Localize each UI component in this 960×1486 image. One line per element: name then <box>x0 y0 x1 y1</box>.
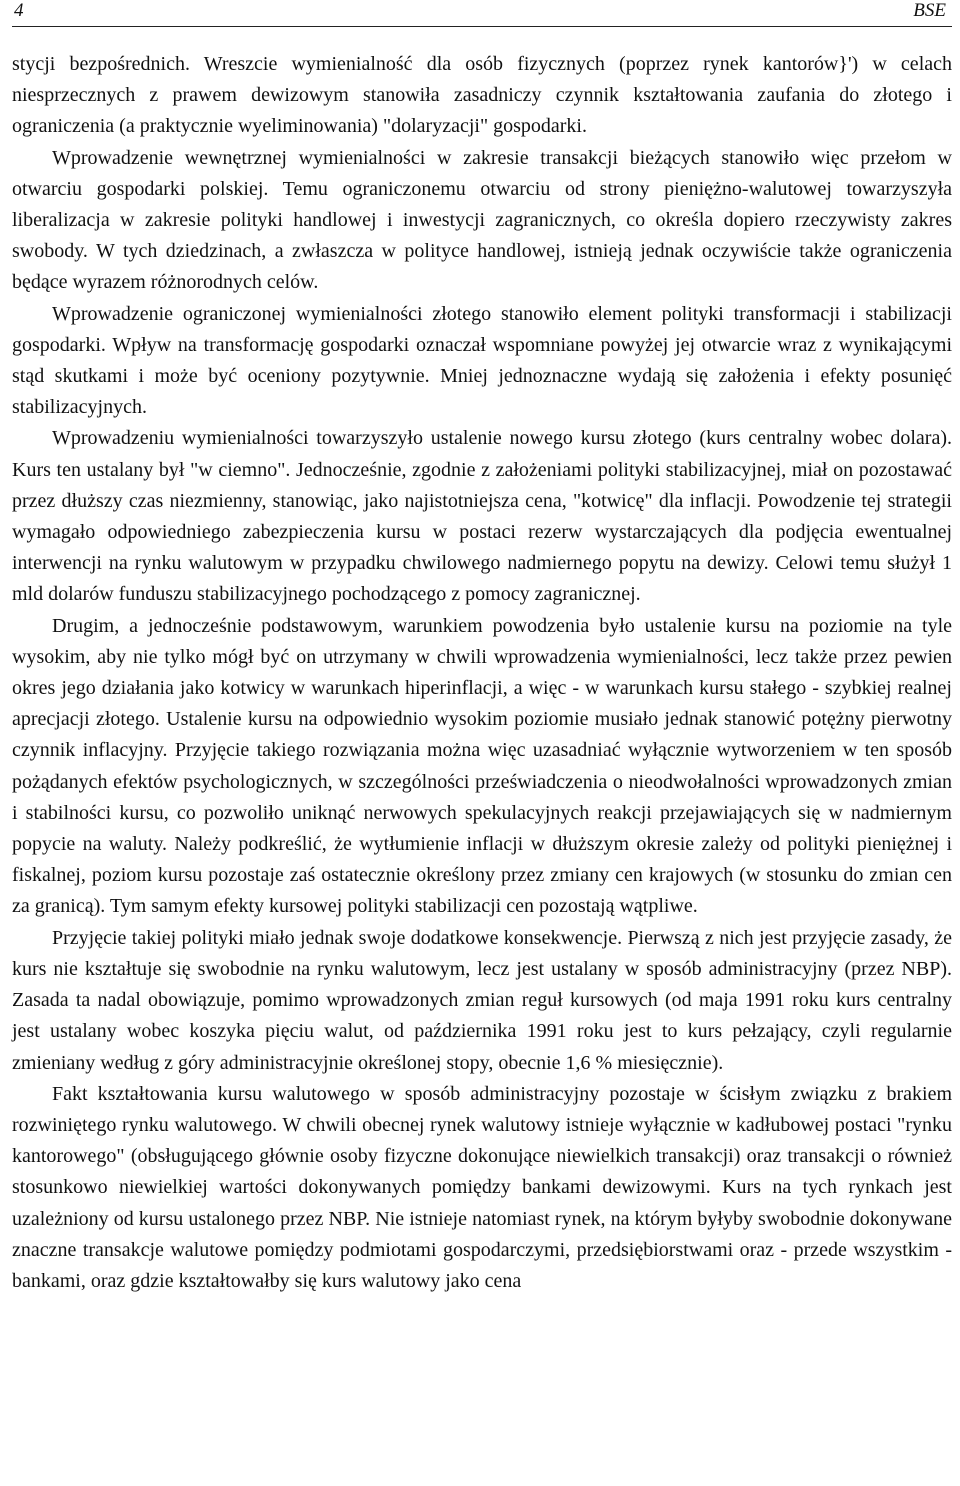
paragraph: Fakt kształtowania kursu walutowego w sposób administracyjny pozostaje w ścisłym związku z brakiem rozwiniętego rynku walutowego. W chwili obecnej rynek walutowy istnieje wyłącznie w kadłubowej postaci "rynku kantorowego" (obsługującego głównie osoby fizyczne dokonujące niewielkich transakcji) oraz transakcji o również stosunkowo niewielkiej wartości dokonywanych pomiędzy bankami dewizowymi. Kurs na tych rynkach jest uzależniony od kursu ustalonego przez NBP. Nie istnieje natomiast rynek, na którym byłyby swobodnie dokonywane znaczne transakcje walutowe pomiędzy podmiotami gospodarczymi, przedsiębiorstwami oraz - przede wszystkim - bankami, oraz gdzie kształtowałby się kurs walutowy jako cena <box>12 1082 952 1292</box>
journal-abbreviation: BSE <box>913 0 946 21</box>
paragraph: Przyjęcie takiej polityki miało jednak swoje dodatkowe konsekwencje. Pierwszą z nich jest przyjęcie zasady, że kurs nie kształtuje się swobodnie na rynku walutowym, lecz jest ustalany w sposób administracyjny (przez NBP). Zasada ta nadal obowiązuje, pomimo wprowadzonych zmian reguł kursowych (od maja 1991 roku kurs centralny jest ustalany wobec koszyka pięciu walut, od października 1991 roku jest to kurs pełzający, czyli regularnie zmieniany według z góry administracyjnie określonej stopy, obecnie 1,6 % miesięcznie). <box>12 926 952 1074</box>
paragraph-continuation: stycji bezpośrednich. Wreszcie wymienialność dla osób fizycznych (poprzez rynek kantorów}') w celach niesprzecznych z prawem dewizowym stanowiła zasadniczy czynnik kształtowania zaufania do złotego i ograniczenia (a praktycznie wyeliminowania) "dolaryzacji" gospodarki. <box>12 53 952 138</box>
paragraph: Wprowadzenie ograniczonej wymienialności złotego stanowiło element polityki transformacji i stabilizacji gospodarki. Wpływ na transformację gospodarki oznaczał wspomniane powyżej jej otwarcie wraz z wynikającymi stąd skutkami i może być oceniony pozytywnie. Mniej jednoznaczne wydają się założenia i efekty posunięć stabilizacyjnych. <box>12 302 952 419</box>
running-header <box>12 0 952 27</box>
paragraph: Wprowadzenie wewnętrznej wymienialności w zakresie transakcji bieżących stanowiło więc przełom w otwarciu gospodarki polskiej. Temu ograniczonemu otwarciu od strony pieniężno-walutowej towarzyszyła liberalizacja w zakresie polityki handlowej i inwestycji zagranicznych, co określa dopiero rzeczywisty zakres swobody. W tych dziedzinach, a zwłaszcza w polityce handlowej, istnieją jednak oczywiście także ograniczenia będące wyrazem różnorodnych celów. <box>12 146 952 294</box>
page-number: 4 <box>14 0 24 21</box>
paragraph: Wprowadzeniu wymienialności towarzyszyło ustalenie nowego kursu złotego (kurs centralny wobec dolara). Kurs ten ustalany był "w ciemno". Jednocześnie, zgodnie z założeniami polityki stabilizacyjnej, miał on pozostawać przez dłuższy czas niezmienny, stanowiąc, jako najistotniejsza cena, "kotwicę" dla inflacji. Powodzenie tej strategii wymagało odpowiedniego zabezpieczenia kursu w postaci rezerw wystarczających dla podjęcia ewentualnej interwencji na rynku walutowym w przypadku chwilowego nadmiernego popytu na dewizy. Celowi temu służył 1 mld dolarów funduszu stabilizacyjnego pochodzącego z pomocy zagranicznej. <box>12 427 952 606</box>
paragraph: Drugim, a jednocześnie podstawowym, warunkiem powodzenia było ustalenie kursu na poziomie na tyle wysokim, aby nie tylko mógł być on utrzymany w chwili wprowadzenia wymienialności, lecz także przez pewien okres jego działania jako kotwicy w warunkach hiperinflacji, a więc - w warunkach kursu stałego - szybkiej realnej aprecjacji złotego. Ustalenie kursu na odpowiednio wysokim poziomie musiało jednak stanowić potężny pierwotny czynnik inflacyjny. Przyjęcie takiego rozwiązania można więc uzasadniać wyłącznie wytworzeniem w ten sposób pożądanych efektów psychologicznych, w szczególności przeświadczenia o nieodwołalności wprowadzonych zmian i stabilności kursu, co pozwoliło uniknąć nerwowych spekulacyjnych reakcji przejawiających się w nadmiernym popycie na waluty. Należy podkreślić, że wytłumienie inflacji w dłuższym okresie zależy od polityki pieniężnej i fiskalnej, poziom kursu pozostaje zaś ostatecznie określony przez zmiany cen krajowych (w stosunku do zmian cen za granicą). Tym samym efekty kursowej polityki stabilizacji cen pozostają wątpliwe. <box>12 614 952 918</box>
body-text <box>12 49 952 1297</box>
